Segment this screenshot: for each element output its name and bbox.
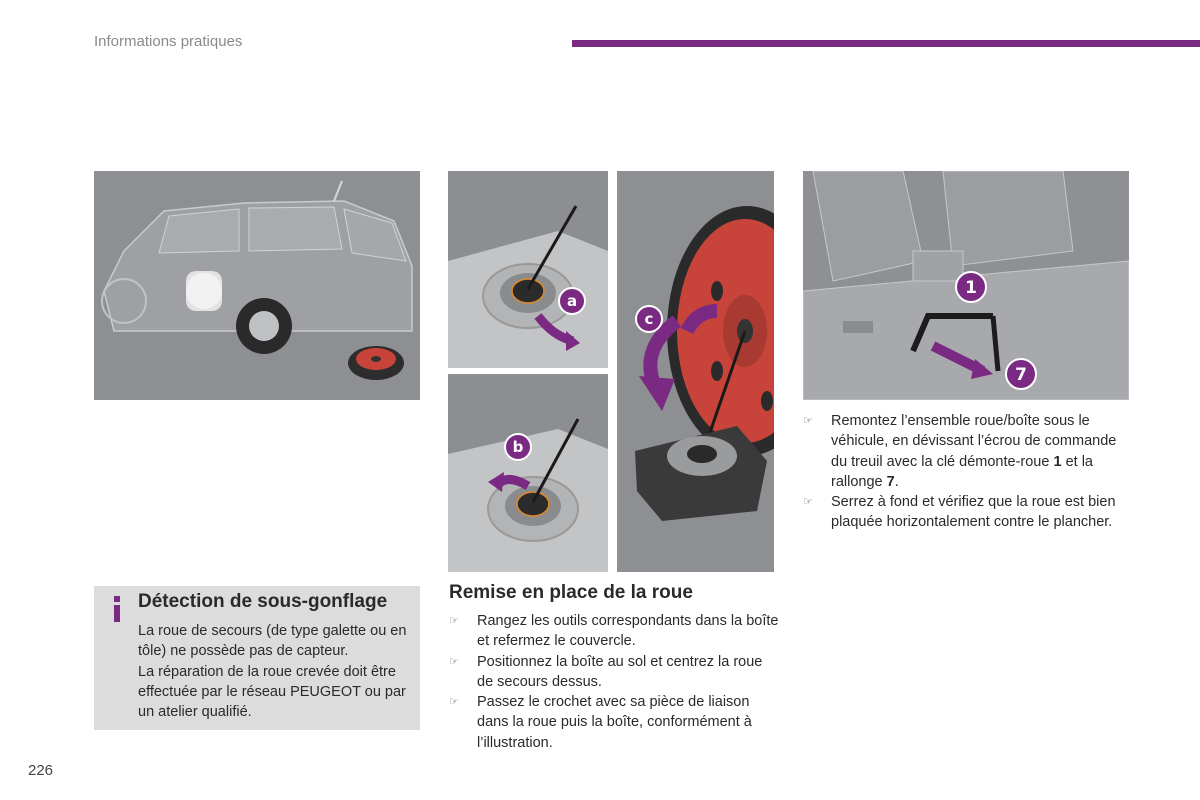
pointing-hand-icon: ☞: [803, 496, 813, 509]
pointing-hand-icon: ☞: [449, 696, 459, 709]
step-a-illustration: [448, 171, 608, 368]
info-box-title: Détection de sous-gonflage: [138, 591, 388, 612]
page-number: 226: [28, 762, 54, 779]
info-box-underinflation: [94, 586, 420, 730]
list-item: ☞ Remontez l’ensemble roue/boîte sous le véhicule, en dévissant l’écrou de commande du treuil avec la clé démonte-roue 1 et la rallonge 7.: [803, 413, 1117, 490]
step-a-label: a: [566, 292, 578, 310]
info-icon: [108, 596, 126, 622]
section-title-remise: Remise en place de la roue: [449, 582, 693, 603]
car-illustration: [94, 171, 420, 400]
image-divider-horizontal: [448, 368, 608, 374]
step-b-label: b: [512, 438, 524, 456]
pointing-hand-icon: ☞: [449, 655, 459, 668]
pointing-hand-icon: ☞: [803, 415, 813, 427]
winch-label-7: 7: [1015, 365, 1027, 385]
info-box-text: [138, 621, 418, 722]
section-label: Informations pratiques: [94, 33, 243, 50]
list-item: ☞ Rangez les outils correspondants dans la boîte et refermez le couvercle.: [449, 613, 779, 650]
image-divider-vertical: [608, 171, 617, 572]
remise-bullet-list: [449, 611, 779, 753]
list-item: ☞ Serrez à fond et vérifiez que la roue est bien plaquée horizontalement contre le plancher.: [803, 494, 1116, 531]
list-item: ☞ Passez le crochet avec sa pièce de liaison dans la roue puis la boîte, conformément à l’illustration.: [449, 694, 752, 751]
pointing-hand-icon: ☞: [449, 615, 459, 627]
step-c-label: c: [644, 310, 654, 328]
info-paragraph-1: La roue de secours (de type galette ou en tôle) ne possède pas de capteur.: [138, 623, 407, 660]
winch-bullet-list: [803, 411, 1123, 533]
step-c-illustration: [617, 171, 774, 572]
winch-label-1: 1: [965, 278, 977, 298]
info-paragraph-2: La réparation de la roue crevée doit être effectuée par le réseau PEUGEOT ou par un atelier qualifié.: [138, 663, 406, 721]
section-accent-bar: [572, 40, 1200, 47]
step-b-illustration: [448, 374, 608, 572]
list-item: ☞ Positionnez la boîte au sol et centrez la roue de secours dessus.: [449, 653, 763, 690]
winch-illustration: [803, 171, 1129, 400]
